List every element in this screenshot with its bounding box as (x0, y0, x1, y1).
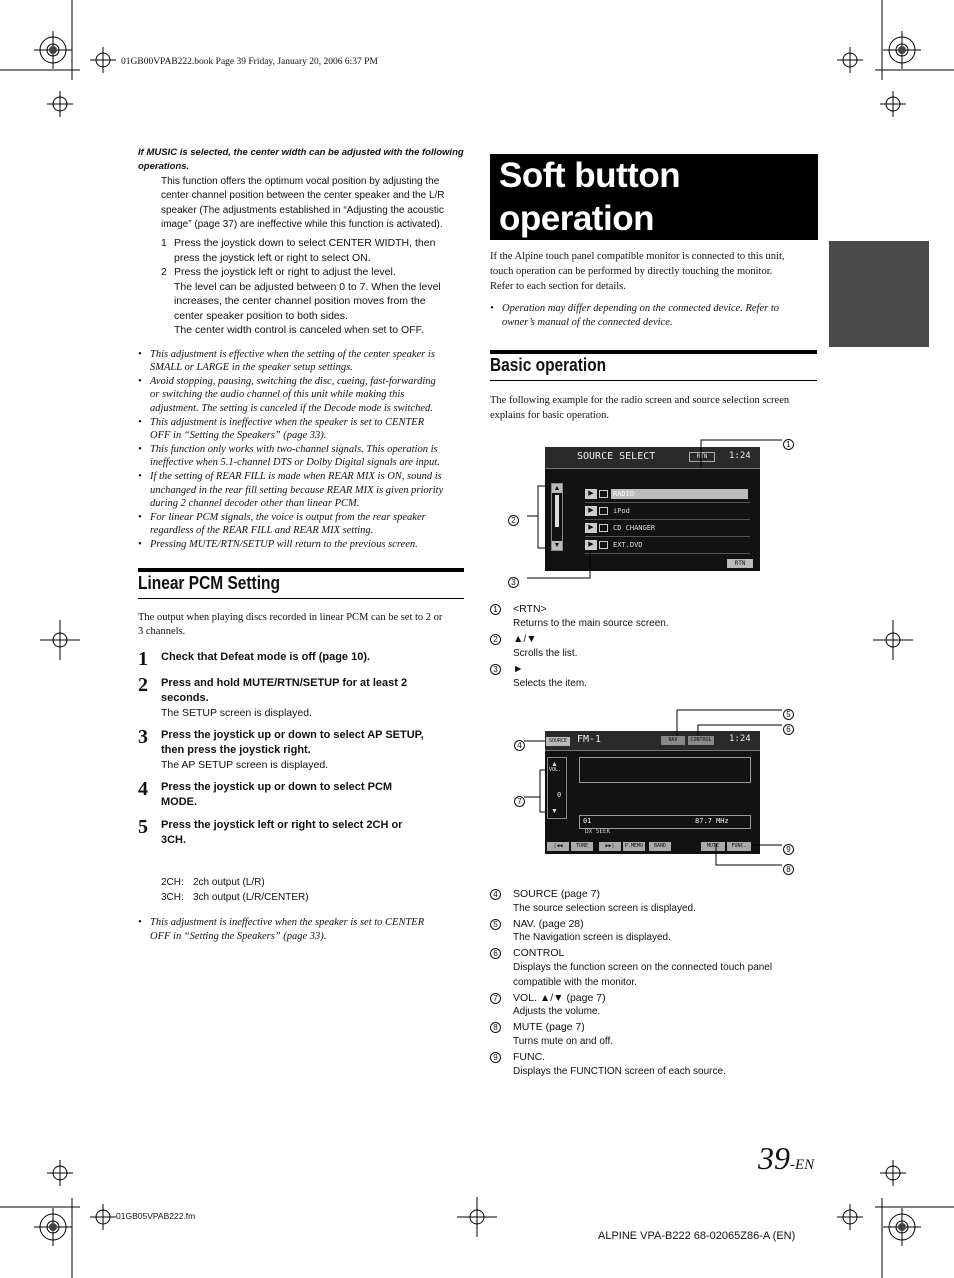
title-line-2: operation (499, 199, 654, 238)
note-item (138, 348, 468, 375)
step-result (161, 758, 424, 772)
note-line: ineffective when 5.1-channel DTS or Dolby Digital signals are input. (150, 457, 440, 469)
callout-7: 7 (514, 791, 525, 809)
source-select-title: SOURCE SELECT (577, 451, 656, 462)
source-item-label[interactable]: EXT.DVD (613, 541, 643, 549)
music-para-line: center channel position between the center speaker and the L/R (161, 190, 445, 202)
scroll-up-icon[interactable]: ▲ (553, 485, 561, 492)
step-result-line: The AP SETUP screen is displayed. (161, 759, 329, 771)
note-line: SMALL or LARGE in the speaker setup settings. (150, 362, 353, 374)
note-line: For linear PCM signals, the voice is output from the rear speaker (150, 511, 426, 523)
legend-label: SOURCE (page 7) (513, 888, 600, 900)
bullet-icon: • (138, 539, 142, 550)
radio-softkey[interactable]: TUNE (571, 842, 593, 851)
title-line-1: Soft button (499, 156, 681, 195)
legend-label: <RTN> (513, 603, 547, 615)
legend-item (490, 602, 820, 631)
pcm-step (138, 728, 468, 772)
legend-label: MUTE (page 7) (513, 1021, 585, 1034)
basic-intro-line: The following example for the radio screen and source selection screen (490, 395, 790, 406)
legend-desc: The source selection screen is displayed. (513, 902, 696, 914)
pcm-note-body (150, 916, 424, 943)
legend-number: 7 (490, 993, 501, 1004)
bullet-icon: • (138, 471, 142, 483)
note-line: Avoid stopping, pausing, switching the disc, cueing, fast-forwarding (150, 375, 436, 387)
notes-list (138, 348, 468, 552)
legend-number: 1 (490, 604, 501, 615)
channel-option-value: 3ch output (L/R/CENTER) (193, 892, 309, 903)
mode-label: DX SEEK (585, 828, 611, 835)
note-item (138, 538, 468, 552)
vol-value: 0 (557, 791, 562, 799)
channel-option (161, 890, 309, 905)
basic-intro (490, 393, 822, 423)
pcm-step (138, 650, 468, 668)
bullet-icon: • (138, 416, 142, 428)
legend-item (490, 946, 825, 990)
bullet-icon: • (138, 375, 142, 387)
step-result-line: The SETUP screen is displayed. (161, 707, 312, 719)
numbered-item (161, 265, 468, 338)
note-line: adjustment. The setting is canceled if the Decode mode is switched. (150, 403, 433, 415)
note-body (150, 348, 435, 375)
legend-item (490, 1050, 825, 1080)
right-intro-note (490, 302, 822, 329)
note-line: OFF in “Setting the Speakers” (page 33). (150, 430, 327, 442)
pcm-steps (138, 650, 468, 848)
pcm-note-line: This adjustment is ineffective when the speaker is set to CENTER (150, 917, 425, 928)
step-line: then press the joystick right. (161, 744, 311, 756)
radio-softkey[interactable]: BAND (649, 842, 671, 851)
intro-note-body (502, 302, 779, 329)
radio-softkey[interactable]: ▶▶| (599, 842, 621, 851)
band-label: FM-1 (577, 734, 602, 745)
channel-option-key: 2CH: (161, 877, 184, 888)
step-result (161, 706, 407, 720)
legend-number: 2 (490, 634, 501, 645)
step-line: Press the joystick up or down to select PCM (161, 781, 393, 793)
step-number: 1 (138, 648, 148, 670)
note-body (150, 511, 426, 538)
callout-4: 4 (514, 735, 525, 753)
step-number: 2 (138, 674, 148, 696)
pcm-intro (138, 611, 468, 638)
basic-title: Basic operation (490, 355, 607, 375)
music-heading: If MUSIC is selected, the center width can be adjusted with the following operations. (138, 147, 464, 172)
radio-softkey[interactable]: P.MEMO (624, 843, 644, 849)
clock-2: 1:24 (729, 734, 751, 744)
legend-2 (490, 887, 825, 1079)
step-line: Press and hold MUTE/RTN/SETUP for at least 2 (161, 677, 408, 689)
right-intro-line: Refer to each section for details. (490, 281, 626, 292)
legend-item (490, 632, 820, 661)
screen2-callout-lines (480, 700, 820, 880)
legend-number: 6 (490, 948, 501, 959)
note-line: This adjustment is effective when the setting of the center speaker is (150, 348, 435, 360)
step-text (161, 650, 370, 665)
radio-softkey[interactable]: MUTE (701, 842, 725, 851)
page-number (758, 1140, 814, 1177)
callout-1: 1 (783, 434, 794, 452)
pcm-step (138, 676, 468, 720)
frequency-label: 87.7 MHz (695, 817, 729, 825)
music-paragraph (161, 175, 468, 232)
step-body (161, 818, 402, 848)
step-line: 3CH. (161, 834, 187, 846)
music-para-line: This function offers the optimum vocal position by adjusting the (161, 176, 440, 187)
page-number-suffix: -EN (790, 1157, 815, 1173)
source-button[interactable]: SOURCE (546, 737, 570, 746)
pcm-step (138, 780, 468, 810)
pcm-note (138, 916, 468, 943)
bullet-icon: • (138, 511, 142, 523)
vol-down-icon[interactable]: ▼ (551, 808, 558, 815)
step-line: Press the joystick left or right to select 2CH or (161, 819, 403, 831)
channel-option (161, 875, 309, 890)
callout-8: 8 (783, 859, 794, 877)
source-item-label[interactable]: RADIO (611, 489, 748, 499)
note-line: regardless of the REAR FILL and REAR MIX setting. (150, 525, 374, 537)
note-body (150, 470, 443, 511)
note-item (138, 416, 468, 443)
legend-desc: Displays the function screen on the connected touch panel (513, 961, 773, 973)
numbered-line: The center width control is canceled when set to OFF. (174, 324, 424, 337)
numbered-line: The level can be adjusted between 0 to 7. When the level (174, 280, 441, 293)
vol-up-icon[interactable]: ▲ (551, 761, 558, 768)
clock: 1:24 (729, 451, 751, 461)
legend-item (490, 1020, 825, 1050)
legend-number: 4 (490, 889, 501, 900)
numbered-index: 1 (161, 237, 167, 250)
note-body (150, 443, 440, 470)
legend-item (490, 662, 820, 691)
right-intro-line: touch operation can be performed by directly touching the monitor. (490, 266, 773, 277)
note-item (138, 443, 468, 470)
note-line: This adjustment is ineffective when the speaker is set to CENTER (150, 416, 425, 428)
callout-6: 6 (783, 719, 794, 737)
step-body (161, 650, 370, 668)
legend-label: CONTROL (513, 947, 565, 960)
source-item-label[interactable]: CD CHANGER (613, 524, 656, 532)
note-item (138, 511, 468, 538)
callout-9: 9 (783, 839, 794, 857)
note-body (150, 416, 424, 443)
legend-desc: Scrolls the list. (513, 647, 578, 659)
intro-note-item (490, 302, 822, 329)
pcm-rule-bottom (138, 598, 464, 599)
header-note: 01GB00VPAB222.book Page 39 Friday, January 20, 2006 6:37 PM (121, 57, 378, 67)
note-item (138, 375, 468, 416)
radio-softkey[interactable]: FUNC. (727, 842, 751, 851)
step-text (161, 818, 402, 848)
pcm-step (138, 818, 468, 848)
legend-number: 5 (490, 919, 501, 930)
footer-rtn-button[interactable]: RTN (727, 559, 753, 568)
numbered-body (174, 236, 435, 265)
bullet-icon: • (490, 303, 494, 314)
bullet-icon: • (138, 917, 142, 928)
radio-softkey[interactable]: |◀◀ (547, 842, 569, 851)
nav-button[interactable]: NAV (661, 736, 685, 745)
intro-note-line: owner’s manual of the connected device. (502, 316, 673, 328)
numbered-item (161, 236, 468, 265)
legend-desc: Turns mute on and off. (513, 1035, 614, 1047)
select-play-icon[interactable]: ▶ (585, 523, 597, 533)
callout-3: 3 (508, 572, 519, 590)
legend-number: 8 (490, 1022, 501, 1033)
step-line: Check that Defeat mode is off (page 10). (161, 651, 371, 663)
footer-file: 01GB05VPAB222.fm (116, 1211, 196, 1221)
title-block (490, 154, 818, 240)
basic-intro-line: explains for basic operation. (490, 410, 609, 421)
legend-label: ► (513, 663, 524, 675)
legend-item (490, 917, 825, 947)
legend-label: FUNC. (513, 1050, 546, 1063)
step-number: 4 (138, 778, 148, 800)
preset-label: 01 (583, 817, 592, 825)
numbered-index: 2 (161, 266, 167, 279)
right-intro (490, 249, 822, 294)
legend-label: NAV. (page 28) (513, 917, 584, 930)
music-para-line: speaker (The adjustments established in “Adjusting the acoustic (161, 204, 444, 216)
legend-desc: Selects the item. (513, 677, 587, 689)
note-line: unchanged in the rear fill setting because REAR MIX is given priority (150, 484, 444, 496)
channel-option-key: 3CH: (161, 892, 184, 903)
legend-desc: Displays the FUNCTION screen of each source. (513, 1065, 726, 1077)
step-text (161, 780, 392, 810)
legend-desc: Returns to the main source screen. (513, 617, 669, 629)
numbered-list (138, 236, 468, 338)
page-number-digits: 39 (758, 1140, 790, 1176)
right-intro-line: If the Alpine touch panel compatible monitor is connected to this unit, (490, 251, 785, 262)
screen1-callout-lines (480, 420, 820, 600)
step-body (161, 780, 392, 810)
note-line: Pressing MUTE/RTN/SETUP will return to the previous screen. (150, 539, 418, 550)
step-number: 5 (138, 816, 148, 838)
legend-desc: Adjusts the volume. (513, 1006, 601, 1018)
pcm-intro-line: The output when playing discs recorded in linear PCM can be set to 2 or (138, 612, 443, 623)
legend-1 (490, 602, 820, 692)
left-column (138, 146, 468, 552)
legend-item (490, 991, 825, 1021)
select-play-icon[interactable]: ▶ (585, 540, 597, 550)
numbered-line: press the joystick left or right to select ON. (174, 251, 371, 264)
step-body (161, 728, 424, 772)
basic-rule-bottom (490, 380, 817, 381)
legend-desc: compatible with the monitor. (513, 976, 637, 988)
rtn-button[interactable]: RTN (689, 452, 715, 462)
step-line: MODE. (161, 796, 198, 808)
channel-option-value: 2ch output (L/R) (193, 877, 265, 888)
step-body (161, 676, 407, 720)
note-line: during 2 channel decoder other than linear PCM. (150, 498, 360, 510)
pcm-title: Linear PCM Setting (138, 573, 280, 593)
footer-product: ALPINE VPA-B222 68-02065Z86-A (EN) (598, 1230, 796, 1242)
scroll-down-icon[interactable]: ▼ (553, 542, 561, 549)
basic-rule-top (490, 350, 817, 354)
numbered-body (174, 265, 441, 338)
vol-label: VOL. (549, 767, 562, 773)
step-text (161, 728, 424, 758)
numbered-line: Press the joystick down to select CENTER WIDTH, then (174, 237, 436, 250)
legend-item (490, 887, 825, 917)
note-line: If the setting of REAR FILL is made when REAR MIX is ON, sound is (150, 471, 442, 483)
step-line: seconds. (161, 692, 209, 704)
bullet-icon: • (138, 443, 142, 455)
note-item (138, 470, 468, 511)
step-text (161, 676, 407, 706)
note-body (150, 538, 418, 552)
numbered-line: center speaker position to both sides. (174, 309, 348, 322)
control-button[interactable]: CONTROL (688, 736, 714, 745)
legend-number: 9 (490, 1052, 501, 1063)
legend-desc: The Navigation screen is displayed. (513, 932, 671, 944)
legend-label: VOL. ▲/▼ (page 7) (513, 991, 606, 1004)
pcm-note-line: OFF in “Setting the Speakers” (page 33). (150, 930, 327, 942)
pcm-note-item (138, 916, 468, 943)
callout-5: 5 (783, 704, 794, 722)
note-line: or switching the audio channel of this unit while making this (150, 389, 405, 401)
pcm-intro-line: 3 channels. (138, 625, 186, 637)
note-body (150, 375, 436, 416)
select-play-icon[interactable]: ▶ (585, 506, 597, 516)
source-item-label[interactable]: iPod (613, 507, 630, 515)
music-para-line: image” (page 37) are ineffective while this function is activated). (161, 218, 443, 230)
numbered-line: increases, the center channel position moves from the (174, 295, 426, 308)
bullet-icon: • (138, 348, 142, 360)
intro-note-line: Operation may differ depending on the connected device. Refer to (502, 303, 779, 314)
legend-label: ▲/▼ (513, 633, 537, 645)
step-number: 3 (138, 726, 148, 748)
step-line: Press the joystick up or down to select AP SETUP, (161, 729, 424, 741)
channel-options (161, 875, 309, 905)
callout-2: 2 (508, 510, 519, 528)
side-tab (829, 241, 929, 347)
legend-number: 3 (490, 664, 501, 675)
numbered-line: Press the joystick left or right to adjust the level. (174, 266, 396, 279)
note-line: This function only works with two-channel signals. This operation is (150, 443, 438, 455)
select-play-icon[interactable]: ▶ (585, 489, 597, 499)
pcm-rule-top (138, 568, 464, 572)
